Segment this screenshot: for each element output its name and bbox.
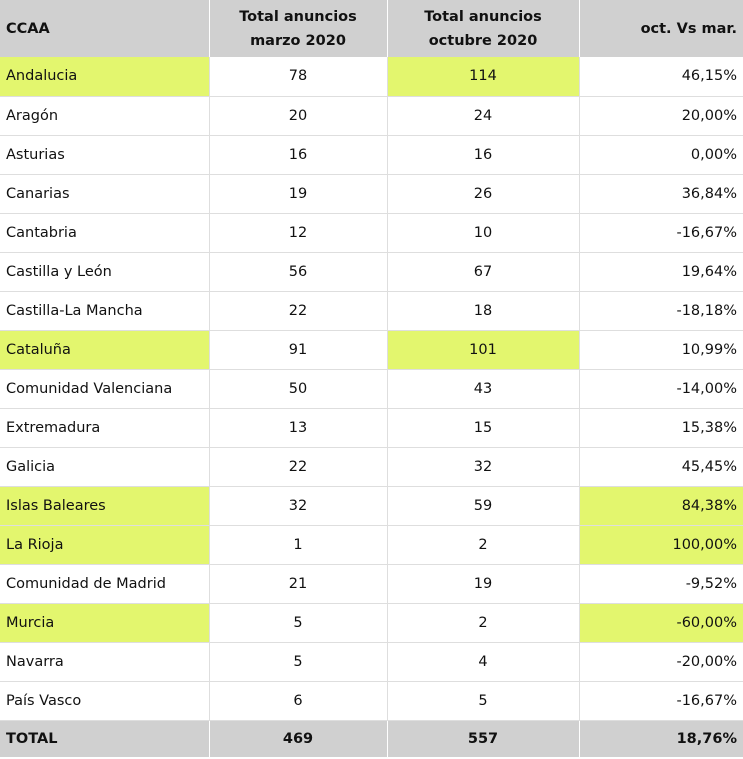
cell-march-2020: 56 xyxy=(209,252,387,291)
table-row xyxy=(0,57,743,96)
cell-march-2020: 6 xyxy=(209,681,387,720)
cell-oct-vs-mar: 10,99% xyxy=(579,330,743,369)
cell-oct-vs-mar: -16,67% xyxy=(579,213,743,252)
cell-october-2020: 24 xyxy=(387,96,579,135)
cell-october-2020: 5 xyxy=(387,681,579,720)
cell-ccaa: Aragón xyxy=(0,96,209,135)
cell-oct-vs-mar: 19,64% xyxy=(579,252,743,291)
cell-october-2020: 43 xyxy=(387,369,579,408)
table-row xyxy=(0,135,743,174)
table-row xyxy=(0,447,743,486)
cell-oct-vs-mar: 46,15% xyxy=(579,57,743,96)
cell-october-2020: 15 xyxy=(387,408,579,447)
cell-oct-vs-mar: -9,52% xyxy=(579,564,743,603)
cell-october-2020: 4 xyxy=(387,642,579,681)
table-row xyxy=(0,330,743,369)
cell-march-2020: 16 xyxy=(209,135,387,174)
cell-march-2020: 12 xyxy=(209,213,387,252)
total-change: 18,76% xyxy=(579,720,743,757)
header-row xyxy=(0,0,743,57)
table-row xyxy=(0,603,743,642)
table-row xyxy=(0,681,743,720)
cell-october-2020: 2 xyxy=(387,525,579,564)
cell-october-2020: 19 xyxy=(387,564,579,603)
cell-ccaa: Castilla y León xyxy=(0,252,209,291)
table-row xyxy=(0,525,743,564)
table-row xyxy=(0,174,743,213)
total-october: 557 xyxy=(387,720,579,757)
cell-march-2020: 20 xyxy=(209,96,387,135)
cell-october-2020: 32 xyxy=(387,447,579,486)
cell-ccaa: Extremadura xyxy=(0,408,209,447)
table-row xyxy=(0,408,743,447)
cell-oct-vs-mar: -14,00% xyxy=(579,369,743,408)
cell-oct-vs-mar: 84,38% xyxy=(579,486,743,525)
table-row xyxy=(0,642,743,681)
cell-oct-vs-mar: 45,45% xyxy=(579,447,743,486)
cell-oct-vs-mar: 100,00% xyxy=(579,525,743,564)
cell-march-2020: 50 xyxy=(209,369,387,408)
header-ccaa: CCAA xyxy=(0,0,209,57)
cell-october-2020: 101 xyxy=(387,330,579,369)
table-row xyxy=(0,213,743,252)
table-header xyxy=(0,0,743,57)
cell-ccaa: Andalucia xyxy=(0,57,209,96)
cell-oct-vs-mar: 0,00% xyxy=(579,135,743,174)
cell-oct-vs-mar: -16,67% xyxy=(579,681,743,720)
cell-ccaa: País Vasco xyxy=(0,681,209,720)
table-row xyxy=(0,564,743,603)
cell-march-2020: 5 xyxy=(209,642,387,681)
table-row xyxy=(0,486,743,525)
cell-march-2020: 5 xyxy=(209,603,387,642)
cell-october-2020: 10 xyxy=(387,213,579,252)
cell-ccaa: Islas Baleares xyxy=(0,486,209,525)
header-march-2020: Total anuncios marzo 2020 xyxy=(209,0,387,57)
cell-october-2020: 16 xyxy=(387,135,579,174)
cell-ccaa: Murcia xyxy=(0,603,209,642)
total-march: 469 xyxy=(209,720,387,757)
cell-march-2020: 32 xyxy=(209,486,387,525)
cell-march-2020: 13 xyxy=(209,408,387,447)
cell-october-2020: 67 xyxy=(387,252,579,291)
header-oct-vs-mar: oct. Vs mar. xyxy=(579,0,743,57)
cell-october-2020: 26 xyxy=(387,174,579,213)
cell-ccaa: Comunidad de Madrid xyxy=(0,564,209,603)
cell-october-2020: 2 xyxy=(387,603,579,642)
cell-march-2020: 1 xyxy=(209,525,387,564)
total-row xyxy=(0,720,743,757)
cell-ccaa: Cantabria xyxy=(0,213,209,252)
cell-oct-vs-mar: -18,18% xyxy=(579,291,743,330)
table-row xyxy=(0,369,743,408)
cell-ccaa: Comunidad Valenciana xyxy=(0,369,209,408)
table-body xyxy=(0,57,743,720)
cell-ccaa: Navarra xyxy=(0,642,209,681)
cell-ccaa: Castilla-La Mancha xyxy=(0,291,209,330)
table-row xyxy=(0,291,743,330)
cell-march-2020: 78 xyxy=(209,57,387,96)
cell-march-2020: 19 xyxy=(209,174,387,213)
cell-oct-vs-mar: 20,00% xyxy=(579,96,743,135)
table-row xyxy=(0,252,743,291)
cell-march-2020: 22 xyxy=(209,447,387,486)
cell-oct-vs-mar: 36,84% xyxy=(579,174,743,213)
cell-march-2020: 91 xyxy=(209,330,387,369)
cell-oct-vs-mar: -60,00% xyxy=(579,603,743,642)
header-october-2020: Total anuncios octubre 2020 xyxy=(387,0,579,57)
cell-ccaa: Galicia xyxy=(0,447,209,486)
cell-ccaa: Cataluña xyxy=(0,330,209,369)
cell-oct-vs-mar: 15,38% xyxy=(579,408,743,447)
cell-oct-vs-mar: -20,00% xyxy=(579,642,743,681)
cell-march-2020: 21 xyxy=(209,564,387,603)
cell-ccaa: Asturias xyxy=(0,135,209,174)
table-footer xyxy=(0,720,743,757)
cell-ccaa: La Rioja xyxy=(0,525,209,564)
cell-october-2020: 59 xyxy=(387,486,579,525)
cell-october-2020: 18 xyxy=(387,291,579,330)
cell-october-2020: 114 xyxy=(387,57,579,96)
cell-march-2020: 22 xyxy=(209,291,387,330)
table-row xyxy=(0,96,743,135)
cell-ccaa: Canarias xyxy=(0,174,209,213)
total-label: TOTAL xyxy=(0,720,209,757)
